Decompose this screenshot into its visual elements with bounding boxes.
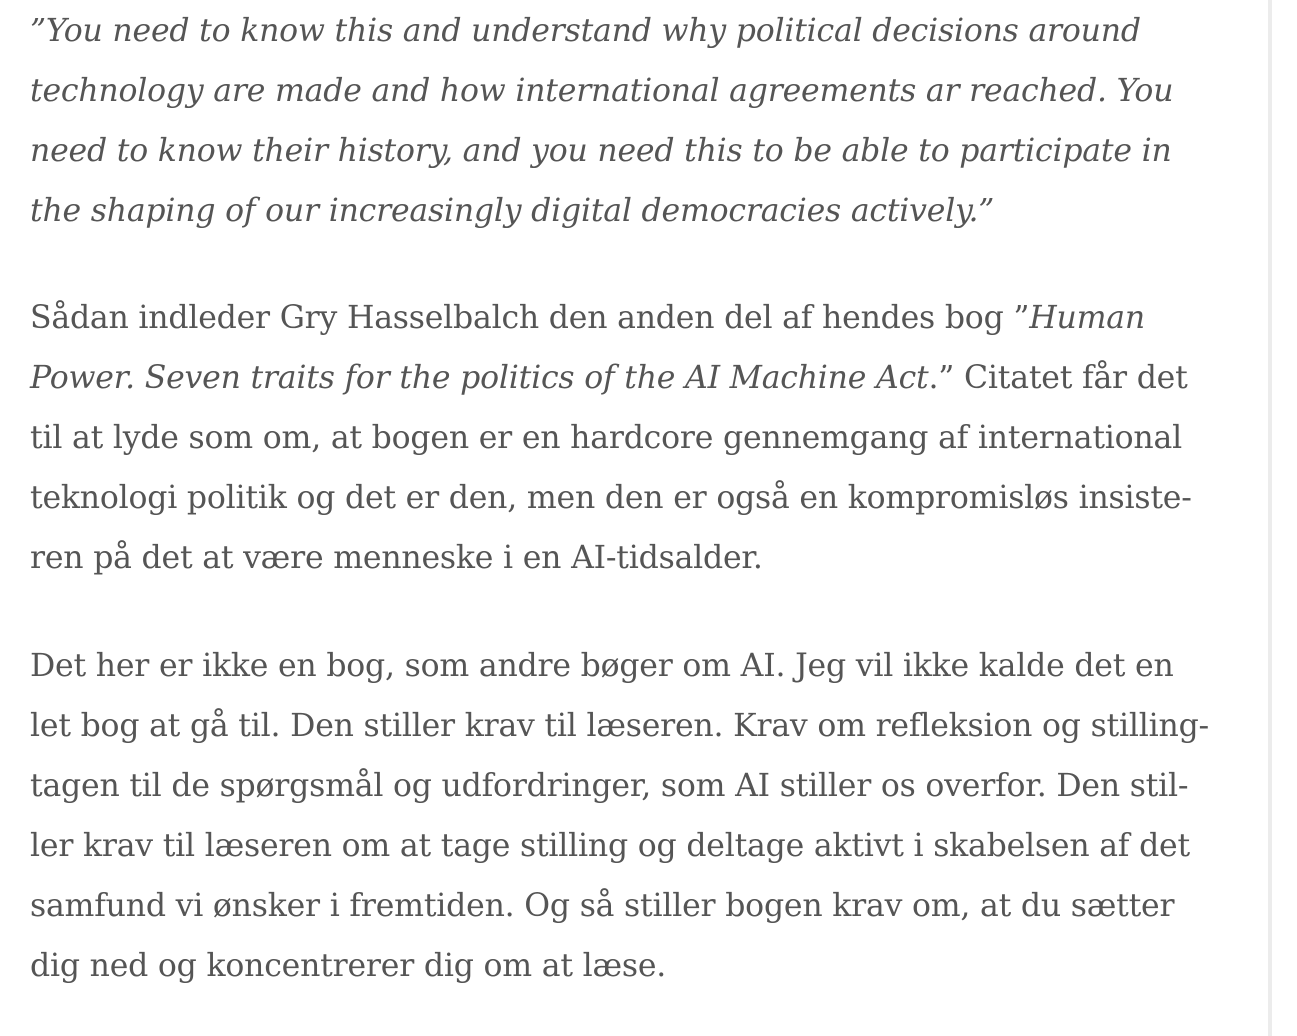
quote-line: technology are made and how international agreements ar reached. You (30, 73, 1174, 109)
paragraph-line: dig ned og koncentrerer dig om at læse. (30, 948, 667, 984)
paragraph-text: .” Citatet får det (928, 360, 1188, 396)
paragraph-line: ren på det at være menneske i en AI-tidsalder. (30, 540, 763, 576)
quote-line: the shaping of our increasingly digital democracies actively.” (30, 193, 995, 229)
paragraph-line: Det her er ikke en bog, som andre bøger om AI. Jeg vil ikke kalde det en (30, 648, 1174, 684)
paragraph-text: Sådan indleder Gry Hasselbalch den anden del af hendes bog ” (30, 300, 1030, 336)
article-body (30, 0, 1230, 996)
book-title-part: Human (1029, 300, 1145, 336)
paragraph-line: ler krav til læseren om at tage stilling og deltage aktivt i skabelsen af det (30, 828, 1190, 864)
paragraph-line (30, 348, 1230, 408)
paragraph-review (30, 636, 1230, 996)
book-title-part: Power. Seven traits for the politics of the AI Machine Act (30, 360, 929, 396)
quote-line: need to know their history, and you need this to be able to participate in (30, 133, 1172, 169)
page-divider (1268, 0, 1272, 1036)
pull-quote (30, 0, 1230, 241)
paragraph-intro (30, 288, 1230, 588)
paragraph-line: til at lyde som om, at bogen er en hardcore gennemgang af international (30, 420, 1182, 456)
quote-line: ”You need to know this and understand why political decisions around (30, 13, 1141, 49)
paragraph-line: tagen til de spørgsmål og udfordringer, som AI stiller os overfor. Den stil- (30, 768, 1189, 804)
paragraph-line: teknologi politik og det er den, men den er også en kompromisløs insiste- (30, 480, 1192, 516)
paragraph-line: samfund vi ønsker i fremtiden. Og så stiller bogen krav om, at du sætter (30, 888, 1175, 924)
paragraph-line (30, 288, 1230, 348)
paragraph-line: let bog at gå til. Den stiller krav til læseren. Krav om refleksion og stilling- (30, 708, 1210, 744)
